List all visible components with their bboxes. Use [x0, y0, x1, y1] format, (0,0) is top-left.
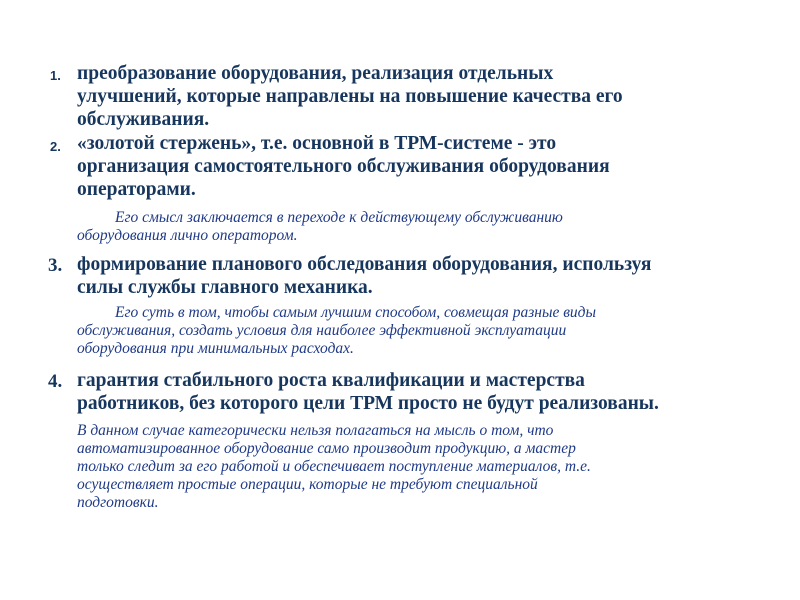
item-1-line-2: улучшений, которые направлены на повышение качества его [77, 86, 623, 107]
item-3-text [77, 253, 651, 299]
item-1-line-1: преобразование оборудования, реализация отдельных [77, 63, 554, 84]
item-3-line-2: силы службы главного механика. [77, 277, 373, 298]
item-2-line-2: организация самостоятельного обслуживания оборудования [77, 156, 610, 177]
item-1-number: 1. [50, 68, 61, 83]
item-3-note-line-1: Его суть в том, чтобы самым лучшим способом, совмещая разные виды [115, 304, 597, 321]
item-4-note-line-2: автоматизированное оборудование само производит продукцию, а мастер [77, 440, 576, 457]
item-2-line-3: операторами. [77, 179, 196, 200]
item-1-line-3: обслуживания. [77, 109, 210, 130]
item-2-note [77, 209, 563, 245]
item-2-note-line-2: оборудования лично оператором. [77, 227, 298, 244]
item-3-line-1: формирование планового обследования оборудования, используя [77, 254, 652, 275]
item-1-text [77, 62, 623, 131]
item-4-note-line-3: только следит за его работой и обеспечивает поступление материалов, т.е. [77, 458, 591, 475]
item-3-note-line-2: обслуживания, создать условия для наиболее эффективной эксплуатации [77, 322, 567, 339]
item-2-number: 2. [50, 139, 61, 154]
item-4-note [77, 422, 591, 512]
item-3-note-line-3: оборудования при минимальных расходах. [77, 340, 354, 357]
item-4-note-line-1: В данном случае категорически нельзя полагаться на мысль о том, что [77, 422, 554, 439]
item-2-note-line-1: Его смысл заключается в переходе к действующему обслуживанию [115, 209, 563, 226]
item-4-text [77, 369, 659, 415]
item-4-note-line-5: подготовки. [77, 494, 159, 511]
item-4-line-2: работников, без которого цели ТРМ просто не будут реализованы. [77, 393, 659, 414]
item-3-number: 3. [48, 255, 63, 276]
item-4-number: 4. [48, 371, 63, 392]
item-3-note [77, 304, 596, 358]
item-4-note-line-4: осуществляет простые операции, которые не требуют специальной [77, 476, 538, 493]
item-2-text [77, 132, 610, 201]
item-4-line-1: гарантия стабильного роста квалификации и мастерства [77, 370, 585, 391]
item-2-line-1: «золотой стержень», т.е. основной в ТРМ-системе - это [77, 133, 557, 154]
